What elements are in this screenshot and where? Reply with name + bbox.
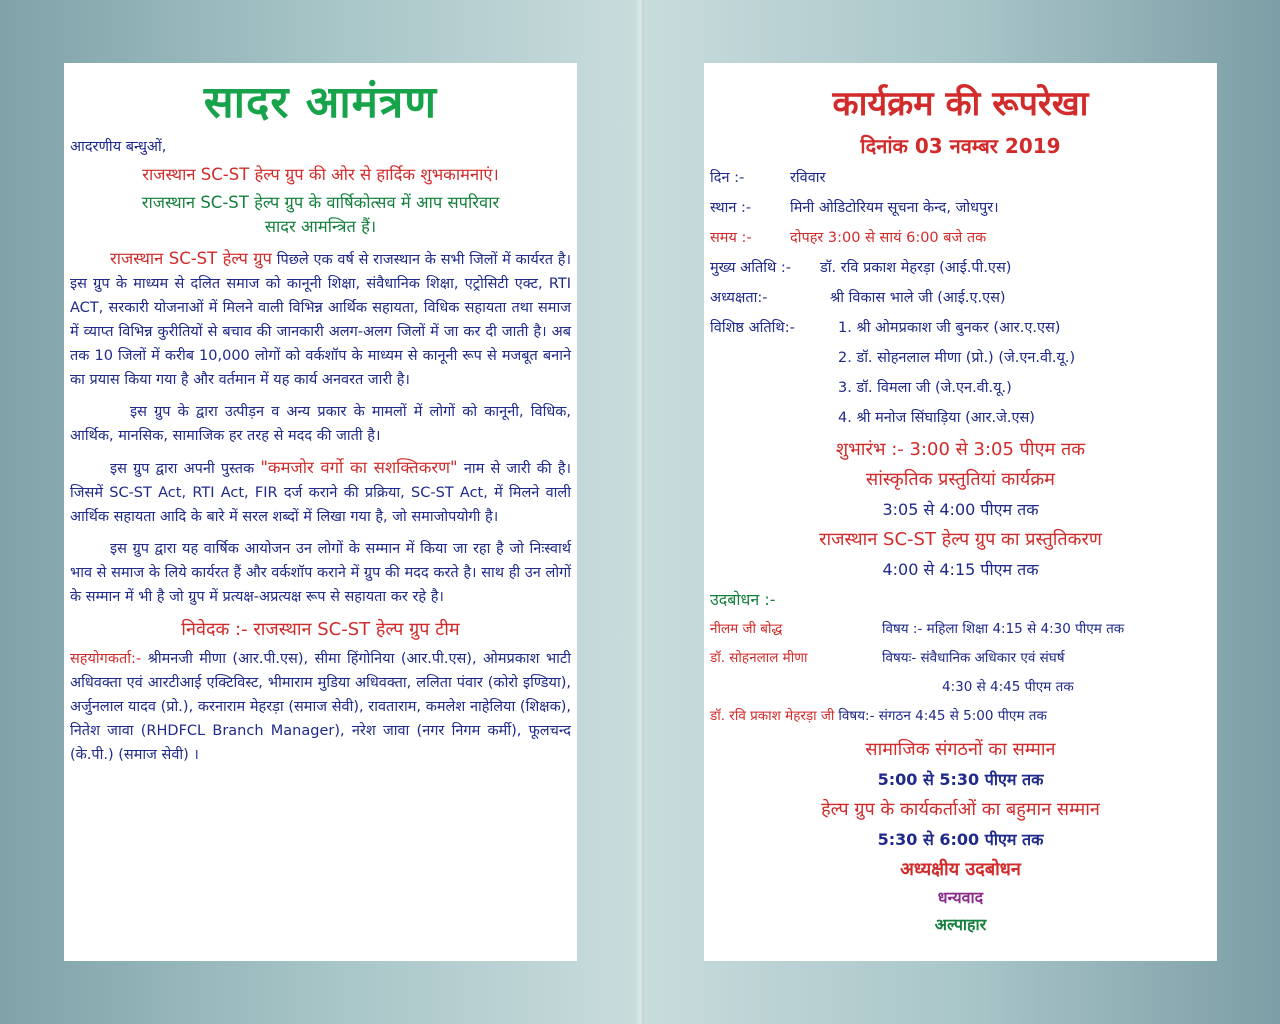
page-fold	[636, 0, 644, 1024]
chief-guest-value: डॉ. रवि प्रकाश मेहरड़ा (आई.पी.एस)	[820, 260, 1012, 276]
group-name: राजस्थान SC-ST हेल्प ग्रुप	[110, 249, 272, 268]
para-book-intro: इस ग्रुप द्वारा अपनी पुस्तक	[110, 461, 255, 477]
invite-line-1: राजस्थान SC-ST हेल्प ग्रुप के वार्षिकोत्सव में आप सपरिवार	[141, 193, 500, 212]
venue-label: स्थान :-	[710, 200, 752, 216]
nivedak: निवेदक :- राजस्थान SC-ST हेल्प ग्रुप टीम	[181, 619, 460, 640]
speaker-3-topic: विषय:- संगठन 4:45 से 5:00 पीएम तक	[838, 708, 1047, 724]
programme-title: कार्यक्रम की रूपरेखा	[832, 84, 1089, 124]
chief-guest-row	[710, 253, 1211, 283]
time-label: समय :-	[710, 230, 752, 246]
group-presentation: राजस्थान SC-ST हेल्प ग्रुप का प्रस्तुतिकरण	[819, 529, 1102, 550]
venue-value: मिनी ओडिटोरियम सूचना केन्द, जोधपुर।	[790, 200, 999, 216]
salutation: आदरणीय बन्धुओं,	[70, 139, 167, 155]
time-row	[710, 223, 1211, 253]
speaker-2-topic: विषयः- संवैधानिक अधिकार एवं संघर्ष	[882, 650, 1065, 666]
programme-date: दिनांक 03 नवम्बर 2019	[860, 134, 1061, 158]
para-about	[70, 247, 571, 392]
contributors	[70, 647, 571, 767]
para-book	[70, 456, 571, 529]
cultural-time: 3:05 से 4:00 पीएम तक	[882, 500, 1039, 519]
special-guest-4: 4. श्री मनोज सिंघाड़िया (आर.जे.एस)	[838, 410, 1035, 426]
day-value: रविवार	[790, 170, 826, 186]
refreshments: अल्पाहार	[934, 915, 987, 934]
invitation-title: सादर आमंत्रण	[203, 77, 438, 128]
para-help: इस ग्रुप के द्वारा उत्पीड़न व अन्य प्रकार के मामलों में लोगों को कानूनी, विधिक, आर्थिक, मानसिक, सामाजिक हर तरह से मदद की जाती है।	[70, 404, 571, 444]
special-guest-2: 2. डॉ. सोहनलाल मीणा (प्रो.) (जे.एन.वी.यू.)	[838, 350, 1076, 366]
honour-organisations: सामाजिक संगठनों का सम्मान	[865, 739, 1056, 760]
speaker-2: डॉ. सोहनलाल मीणा	[710, 650, 808, 666]
speaker-1: नीलम जी बोद्ध	[710, 621, 783, 637]
special-guest-row	[710, 373, 1211, 403]
speaker-3: डॉ. रवि प्रकाश मेहरड़ा जी	[710, 708, 835, 724]
day-row	[710, 163, 1211, 193]
presidential-address: अध्यक्षीय उदबोधन	[900, 859, 1021, 880]
speaker-2-time: 4:30 से 4:45 पीएम तक	[942, 679, 1074, 695]
book-title: "कमजोर वर्गो का सशक्तिकरण"	[260, 458, 458, 477]
invitation-page	[64, 63, 577, 961]
honour-workers-time: 5:30 से 6:00 पीएम तक	[877, 830, 1044, 849]
presentation-time: 4:00 से 4:15 पीएम तक	[882, 560, 1039, 579]
greeting: राजस्थान SC-ST हेल्प ग्रुप की ओर से हार्दिक शुभकामनाएं।	[142, 165, 499, 184]
speech-row	[710, 673, 1211, 702]
special-guest-1: 1. श्री ओमप्रकाश जी बुनकर (आर.ए.एस)	[838, 320, 1061, 336]
special-guest-row	[710, 343, 1211, 373]
para-book-text: नाम से जारी की है। जिसमें SC-ST Act, RTI Act, FIR दर्ज कराने की प्रक्रिया, SC-ST Act, में मिलने वाली आर्थिक सहायता आदि के बारे में सरल शब्दों में लिखा गया है, जो समाजोपयोगी है।	[70, 461, 572, 525]
speech-row	[710, 615, 1211, 644]
contributors-list: श्रीमनजी मीणा (आर.पी.एस), सीमा हिंगोनिया (आर.पी.एस), ओमप्रकाश भाटी अधिवक्ता एवं आरटीआई एक्टिविस्ट, भीमाराम मुडिया अधिवक्ता, ललिता पंवार (कोरो इण्डिया), अर्जुनलाल यादव (प्रो.), करनाराम मेहरड़ा (समाज सेवी), रावताराम, कमलेश नाहेलिया (शिक्षक), नितेश जावा (RHDFCL Branch Manager), नरेश जावा (नगर निगम कर्मी), फूलचन्द (के.पी.) (समाज सेवी) ।	[70, 651, 571, 763]
vote-of-thanks: धन्यवाद	[937, 888, 984, 907]
speeches-heading: उदबोधन :-	[710, 590, 776, 609]
chair-label: अध्यक्षता:-	[710, 290, 768, 306]
special-guests-label: विशिष्ठ अतिथि:-	[710, 320, 795, 336]
honour-workers: हेल्प ग्रुप के कार्यकर्ताओं का बहुमान सम्मान	[821, 799, 1100, 820]
cultural-programme: सांस्कृतिक प्रस्तुतियां कार्यक्रम	[866, 469, 1055, 490]
venue-row	[710, 193, 1211, 223]
speech-row	[710, 702, 1211, 731]
chair-row	[710, 283, 1211, 313]
special-guests-row	[710, 313, 1211, 343]
speech-row	[710, 644, 1211, 673]
honour-organisations-time: 5:00 से 5:30 पीएम तक	[877, 770, 1044, 789]
para-event: इस ग्रुप द्वारा यह वार्षिक आयोजन उन लोगों के सम्मान में किया जा रहा है जो निःस्वार्थ भाव से समाज के लिये कार्यरत हैं और वर्कशॉप कराने में ग्रुप की मदद करते है। साथ ही उन लोगों के सम्मान में भी है जो ग्रुप में प्रत्यक्ष-अप्रत्यक्ष रूप से सहायता कर रहे है।	[70, 541, 571, 605]
chair-value: श्री विकास भाले जी (आई.ए.एस)	[830, 290, 1006, 306]
programme-page	[704, 63, 1217, 961]
inauguration: शुभारंभ :- 3:00 से 3:05 पीएम तक	[835, 439, 1086, 460]
day-label: दिन :-	[710, 170, 745, 186]
invite-line-2: सादर आमन्त्रित हैं।	[264, 217, 377, 236]
time-value: दोपहर 3:00 से सायं 6:00 बजे तक	[790, 230, 987, 246]
special-guest-3: 3. डॉ. विमला जी (जे.एन.वी.यू.)	[838, 380, 1012, 396]
chief-guest-label: मुख्य अतिथि :-	[710, 260, 792, 276]
special-guest-row	[710, 403, 1211, 433]
contributors-label: सहयोगकर्ता:-	[70, 651, 142, 667]
para-about-text: पिछले एक वर्ष से राजस्थान के सभी जिलों में कार्यरत है। इस ग्रुप के माध्यम से दलित समाज को कानूनी शिक्षा, संवैधानिक शिक्षा, एट्रोसिटी एक्ट, RTI ACT, सरकारी योजनाओं में मिलने वाली विभिन्न आर्थिक सहायता, विधिक सहायता तथा समाज में व्याप्त विभिन्न कुरीतियों से बचाव की जानकारी अलग-अलग जिलों में जा कर दी जाती है। अब तक 10 जिलों में करीब 10,000 लोगों को वर्कशॉप के माध्यम से कानूनी रूप से मजबूत बनाने का प्रयास किया गया है और वर्तमान में यह कार्य अनवरत जारी है।	[70, 252, 571, 388]
speaker-1-topic: विषय :- महिला शिक्षा 4:15 से 4:30 पीएम तक	[882, 621, 1125, 637]
